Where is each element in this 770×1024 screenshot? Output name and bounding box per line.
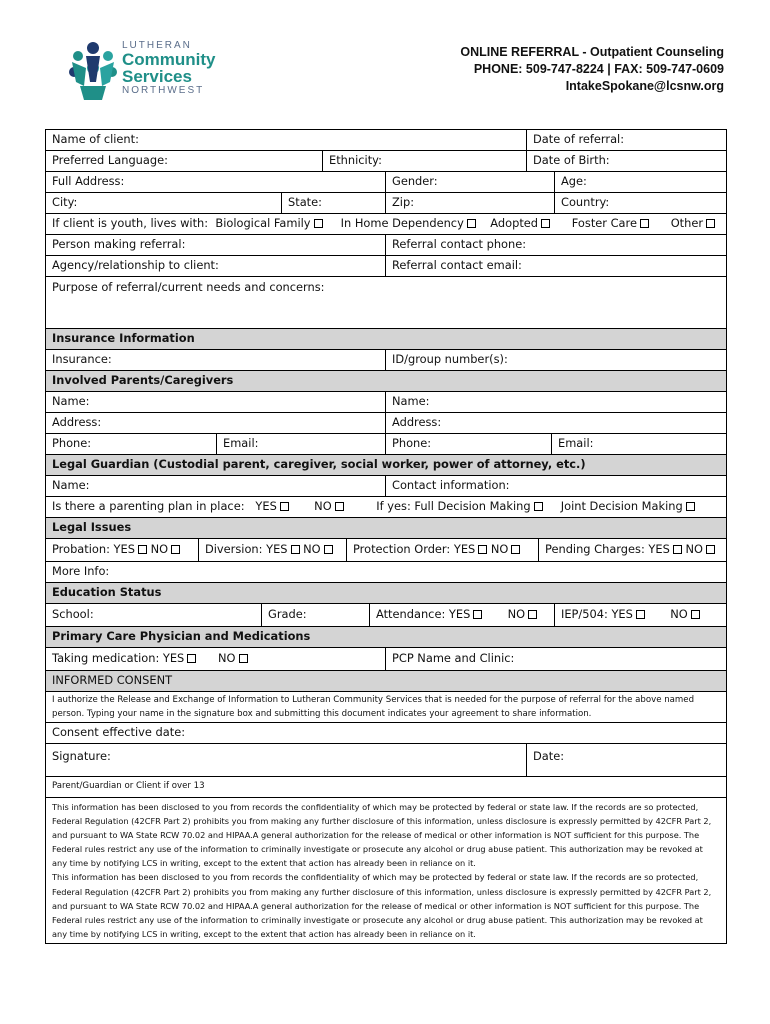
medication-yes-checkbox[interactable] — [187, 654, 196, 663]
pending-cell — [538, 539, 726, 561]
medication-no-label: NO — [218, 651, 236, 665]
iep-no-label: NO — [670, 607, 688, 621]
pcp-clinic-field[interactable]: PCP Name and Clinic: — [385, 648, 726, 670]
attendance-no-label: NO — [507, 607, 526, 621]
pending-no-label: NO — [685, 542, 703, 556]
pending-yes-checkbox[interactable] — [673, 545, 682, 554]
diversion-yes-label: Diversion: YES — [205, 542, 288, 556]
full-decision-label: If yes: Full Decision Making — [376, 499, 531, 513]
protection-cell — [346, 539, 538, 561]
foster-label: Foster Care — [571, 216, 637, 230]
parent2-email-field[interactable]: Email: — [551, 434, 726, 454]
medication-yes-label: Taking medication: YES — [52, 651, 185, 665]
bio-family-label: Biological Family — [215, 216, 311, 230]
in-home-label: In Home Dependency — [340, 216, 464, 230]
consent-text: I authorize the Release and Exchange of Information to Lutheran Community Services that is needed for the purpose of referral for the above named person. Typing your name in the signature box and submitting this document indicates your agreement to share information. — [52, 695, 695, 719]
diversion-no-checkbox[interactable] — [324, 545, 333, 554]
zip-field[interactable]: Zip: — [385, 193, 554, 213]
signer-note: Parent/Guardian or Client if over 13 — [52, 781, 205, 791]
medication-cell — [46, 648, 385, 670]
education-section-title: Education Status — [52, 585, 162, 599]
plan-no-label: NO — [314, 499, 332, 513]
pending-no-checkbox[interactable] — [706, 545, 715, 554]
logo-line-2: Community — [122, 50, 216, 69]
probation-no-label: NO — [150, 542, 169, 556]
form-header — [460, 44, 724, 95]
group-number-field[interactable]: ID/group number(s): — [385, 350, 726, 370]
city-field[interactable]: City: — [52, 195, 78, 209]
parent2-phone-field[interactable]: Phone: — [385, 434, 551, 454]
insurance-field[interactable]: Insurance: — [52, 352, 112, 366]
probation-yes-label: Probation: YES — [52, 542, 135, 556]
client-name-field[interactable]: Name of client: — [52, 132, 139, 146]
organization-logo — [66, 40, 246, 110]
parent2-address-field[interactable]: Address: — [385, 413, 726, 433]
consent-date-field[interactable]: Consent effective date: — [52, 725, 186, 739]
country-field[interactable]: Country: — [554, 193, 726, 213]
probation-no-checkbox[interactable] — [171, 545, 180, 554]
address-field[interactable]: Full Address: — [52, 174, 125, 188]
ref-phone-field[interactable]: Referral contact phone: — [385, 235, 726, 255]
more-info-field[interactable]: More Info: — [52, 564, 110, 578]
parent1-phone-field[interactable]: Phone: — [52, 436, 92, 450]
logo-line-3: Services — [122, 67, 192, 86]
disclosure-paragraph-2: This information has been disclosed to you from records the confidentiality of which may be protected by federal or state law. If the records are so protected, Federal Regulation (42CFR Part 2) prohibits you from making any further disclosure of this information, unless disclosure is expressly permitted by 42CFR Part 2, and pursuant to WA State RCW 70.02 and HIPAA.A general authorization for the release of medical or other information is NOT sufficient for this purpose. The Federal rules restrict any use of the information to criminally investigate or prosecute any alcohol or drug abuse patient. This authorization may be revoked at any time by notifying LCS in writing, except to the extent that action has already been in reliance on it. — [52, 872, 712, 939]
guardian-section-title: Legal Guardian (Custodial parent, caregiver, social worker, power of attorney, etc.) — [52, 457, 586, 471]
medication-no-checkbox[interactable] — [239, 654, 248, 663]
adopted-checkbox[interactable] — [541, 219, 550, 228]
parenting-plan-row — [46, 497, 726, 518]
probation-cell — [46, 539, 198, 561]
people-logo-icon — [66, 42, 120, 104]
diversion-cell — [198, 539, 346, 561]
disclosure-paragraph-1: This information has been disclosed to you from records the confidentiality of which may be protected by federal or state law. If the records are so protected, Federal Regulation (42CFR Part 2) prohibits you from making any further disclosure of this information, unless disclosure is expressly permitted by 42CFR Part 2, and pursuant to WA State RCW 70.02 and HIPAA.A general authorization for the release of medical or other information is NOT sufficient for this purpose. The Federal rules restrict any use of the information to criminally investigate or prosecute any alcohol or drug abuse patient. This authorization may be revoked at any time by notifying LCS in writing, except to the extent that action has already been in reliance on it. — [52, 802, 712, 869]
guardian-name-field[interactable]: Name: — [52, 478, 90, 492]
gender-field[interactable]: Gender: — [385, 172, 554, 192]
attendance-no-checkbox[interactable] — [528, 610, 537, 619]
iep-no-checkbox[interactable] — [691, 610, 700, 619]
protection-yes-checkbox[interactable] — [478, 545, 487, 554]
disclosure-notice — [46, 798, 726, 943]
school-field[interactable]: School: — [52, 607, 94, 621]
adopted-label: Adopted — [490, 216, 539, 230]
parents-section-title: Involved Parents/Caregivers — [52, 373, 234, 387]
probation-yes-checkbox[interactable] — [138, 545, 147, 554]
consent-section-title: INFORMED CONSENT — [52, 673, 173, 687]
purpose-field[interactable]: Purpose of referral/current needs and concerns: — [52, 280, 325, 294]
insurance-section-title: Insurance Information — [52, 331, 195, 345]
parent1-address-field[interactable]: Address: — [52, 415, 102, 429]
diversion-yes-checkbox[interactable] — [291, 545, 300, 554]
date-referral-field[interactable]: Date of referral: — [526, 130, 726, 150]
form-title: ONLINE REFERRAL - Outpatient Counseling — [460, 45, 724, 59]
foster-checkbox[interactable] — [640, 219, 649, 228]
pending-yes-label: Pending Charges: YES — [545, 542, 670, 556]
bio-family-checkbox[interactable] — [314, 219, 323, 228]
attendance-yes-label: Attendance: YES — [376, 607, 471, 621]
iep-yes-label: IEP/504: YES — [561, 607, 633, 621]
youth-living-row — [46, 214, 726, 235]
parent1-name-field[interactable]: Name: — [52, 394, 90, 408]
legal-section-title: Legal Issues — [52, 520, 132, 534]
parenting-plan-label: Is there a parenting plan in place: — [52, 499, 245, 513]
in-home-checkbox[interactable] — [467, 219, 476, 228]
logo-line-4: NORTHWEST — [122, 85, 205, 96]
agency-field[interactable]: Agency/relationship to client: — [52, 258, 219, 272]
intake-email: IntakeSpokane@lcsnw.org — [565, 79, 724, 93]
protection-yes-label: Protection Order: YES — [353, 542, 476, 556]
full-decision-checkbox[interactable] — [534, 502, 543, 511]
ref-email-field[interactable]: Referral contact email: — [385, 256, 726, 276]
language-field[interactable]: Preferred Language: — [52, 153, 168, 167]
logo-line-1: LUTHERAN — [122, 40, 192, 51]
plan-yes-checkbox[interactable] — [280, 502, 289, 511]
protection-no-checkbox[interactable] — [511, 545, 520, 554]
attendance-yes-checkbox[interactable] — [473, 610, 482, 619]
phone-fax: PHONE: 509-747-8224 | FAX: 509-747-0609 — [473, 62, 724, 76]
plan-yes-label: YES — [255, 499, 277, 513]
pcp-section-title: Primary Care Physician and Medications — [52, 629, 311, 643]
diversion-no-label: NO — [303, 542, 321, 556]
referral-form — [45, 129, 727, 944]
iep-yes-checkbox[interactable] — [636, 610, 645, 619]
guardian-contact-field[interactable]: Contact information: — [385, 476, 726, 496]
grade-field[interactable]: Grade: — [261, 604, 369, 626]
dob-field[interactable]: Date of Birth: — [526, 151, 726, 171]
attendance-cell — [369, 604, 554, 626]
youth-living-label: If client is youth, lives with: — [52, 216, 209, 230]
other-label: Other — [670, 216, 704, 230]
state-field[interactable]: State: — [281, 193, 385, 213]
parent1-email-field[interactable]: Email: — [216, 434, 385, 454]
joint-decision-label: Joint Decision Making — [560, 499, 683, 513]
signature-field[interactable]: Signature: — [52, 749, 111, 763]
joint-decision-checkbox[interactable] — [686, 502, 695, 511]
other-checkbox[interactable] — [706, 219, 715, 228]
parent2-name-field[interactable]: Name: — [385, 392, 726, 412]
protection-no-label: NO — [490, 542, 509, 556]
ethnicity-field[interactable]: Ethnicity: — [322, 151, 526, 171]
plan-no-checkbox[interactable] — [335, 502, 344, 511]
iep-cell — [554, 604, 726, 626]
person-referral-field[interactable]: Person making referral: — [52, 237, 186, 251]
signature-date-field[interactable]: Date: — [526, 744, 726, 776]
age-field[interactable]: Age: — [554, 172, 726, 192]
